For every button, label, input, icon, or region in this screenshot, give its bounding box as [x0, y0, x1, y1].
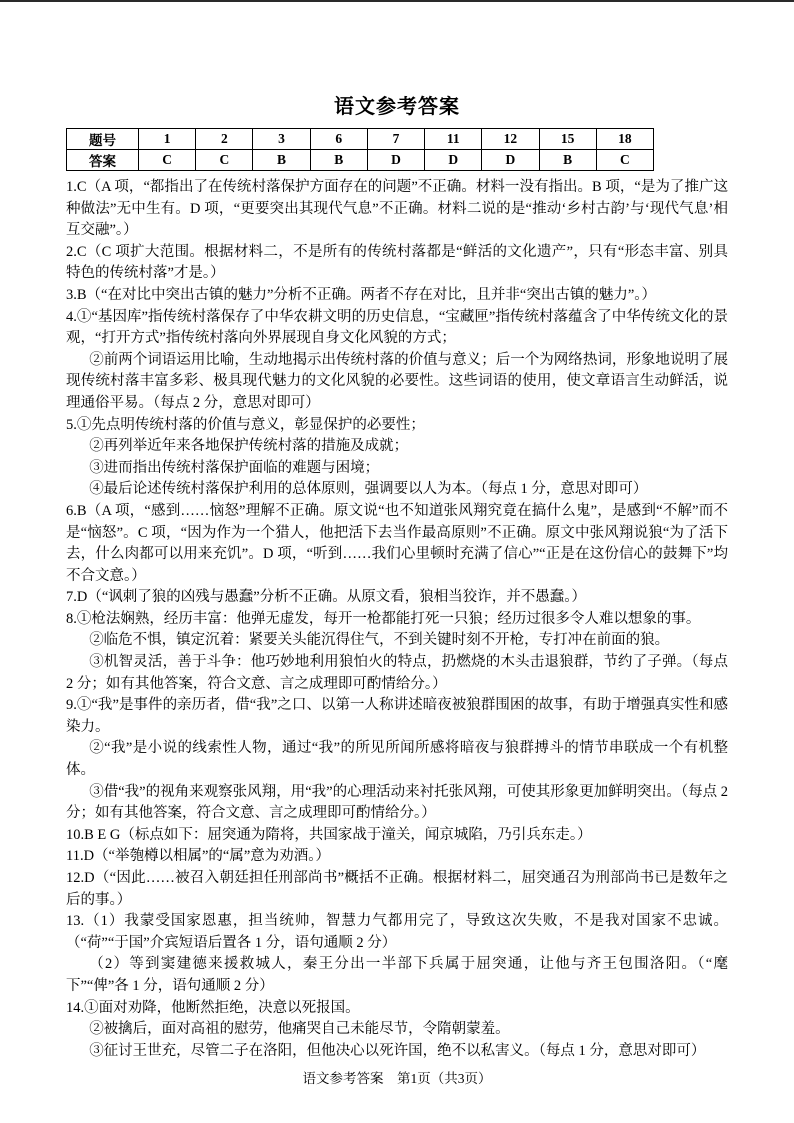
- answers-content: [66, 177, 728, 1062]
- question-number-cell: 15: [539, 129, 596, 150]
- question-number-cell: 7: [367, 129, 424, 150]
- answer-paragraph: 14.①面对劝降，他断然拒绝，决意以死报国。: [66, 999, 360, 1016]
- answer-paragraph: ②临危不惧，镇定沉着：紧要关头能沉得住气，不到关键时刻不开枪，专打冲在前面的狼。: [89, 632, 670, 649]
- answer-paragraph: 2.C（C 项扩大范围。根据材料二，不是所有的传统村落都是“鲜活的文化遗产”，只有“形态丰富、别具特色的传统村落”才是。）: [66, 243, 728, 282]
- answer-letter-cell: D: [425, 150, 482, 171]
- answer-paragraph: 6.B（A 项，“感到……恼怒”理解不正确。原文说“也不知道张风翔究竟在搞什么鬼”，是感到“不解”而不是“恼怒”。C 项，“因为作为一个猎人，他把活下去当作最高原则”不正确。原文中张风翔说狼“为了活下去，什么肉都可以用来充饥”。D 项，“听到……我们心里顿时充满了信心”“正是在这份信心的鼓舞下”均不合文意。）: [66, 502, 728, 584]
- answer-paragraph: 7.D（“讽刺了狼的凶残与愚蠢”分析不正确。从原文看，狼相当狡诈，并不愚蠢。）: [66, 589, 586, 606]
- question-number-cell: 18: [596, 129, 653, 150]
- answer-paragraph: 3.B（“在对比中突出古镇的魅力”分析不正确。两者不存在对比，且并非“突出古镇的魅力”。）: [66, 286, 657, 303]
- question-number-cell: 11: [425, 129, 482, 150]
- answer-paragraph: 8.①枪法娴熟，经历丰富：他弹无虚发，每开一枪都能打死一只狼；经历过很多令人难以想象的事。: [66, 610, 701, 627]
- answer-letter-cell: B: [253, 150, 310, 171]
- answer-letter-cell: C: [596, 150, 653, 171]
- answer-paragraph: ②前两个词语运用比喻，生动地揭示出传统村落的价值与意义；后一个为网络热词，形象地说明了展现传统村落丰富多彩、极具现代魅力的文化风貌的必要性。这些词语的使用，使文章语言生动鲜活，说理通俗平易。（每点 2 分，意思对即可）: [66, 351, 728, 411]
- answer-paragraph: 11.D（“举匏樽以相属”的“属”意为劝酒。）: [66, 848, 331, 865]
- answer-letter-row: [67, 150, 654, 171]
- answer-paragraph: ③进而指出传统村落保护面临的难题与困境；: [89, 459, 380, 476]
- answer-letter-cell: B: [310, 150, 367, 171]
- answer-letter-cell: C: [196, 150, 253, 171]
- question-number-cell: 6: [310, 129, 367, 150]
- answer-paragraph: ③征讨王世充，尽管二子在洛阳，但他决心以死许国，绝不以私害义。（每点 1 分，意思对即可）: [89, 1042, 706, 1059]
- answer-paragraph: ③机智灵活，善于斗争：他巧妙地利用狼怕火的特点，扔燃烧的木头击退狼群，节约了子弹。（每点 2 分；如有其他答案，符合文意、言之成理即可酌情给分。）: [66, 654, 728, 692]
- answer-letter-row-label: 答案: [67, 150, 139, 171]
- answer-letter-cell: D: [367, 150, 424, 171]
- answer-paragraph: （2）等到窦建德来援救城人，秦王分出一半部下兵属于屈突通，让他与齐王包围洛阳。（“麾下”“俾”各 1 分，语句通顺 2 分）: [66, 956, 728, 994]
- page-title: 语文参考答案: [334, 96, 460, 118]
- question-number-row-label: 题号: [67, 129, 139, 150]
- question-number-cell: 12: [482, 129, 539, 150]
- answer-paragraph: 13.（1）我蒙受国家恩惠，担当统帅，智慧力气都用完了，导致这次失败，不是我对国家不忠诚。（“荷”“于国”介宾短语后置各 1 分，语句通顺 2 分）: [66, 913, 728, 951]
- answer-paragraph: 12.D（“因此……被召入朝廷担任刑部尚书”概括不正确。根据材料二，屈突通召为刑部尚书已是数年之后的事。）: [66, 870, 728, 908]
- answer-paragraph: 10.B E G（标点如下：屈突通为隋将，共国家战于潼关，闻京城陷，乃引兵东走。）: [66, 826, 592, 843]
- answer-paragraph: ②被擒后，面对高祖的慰劳，他痛哭自己未能尽节，令隋朝蒙羞。: [89, 1021, 510, 1038]
- answer-paragraph: ②“我”是小说的线索性人物，通过“我”的所见所闻所感将暗夜与狼群搏斗的情节串联成一个有机整体。: [66, 740, 728, 779]
- answer-letter-cell: C: [139, 150, 196, 171]
- question-number-cell: 3: [253, 129, 310, 150]
- answer-letter-cell: D: [482, 150, 539, 171]
- question-number-row: [67, 129, 654, 150]
- page-footer: 语文参考答案 第1页（共3页）: [302, 1071, 492, 1086]
- answer-paragraph: 4.①“基因库”指传统村落保存了中华农耕文明的历史信息，“宝藏匣”指传统村落蕴含了中华传统文化的景观，“打开方式”指传统村落向外界展现自身文化风貌的方式；: [66, 308, 728, 347]
- answer-paragraph: 5.①先点明传统村落的价值与意义，彰显保护的必要性；: [66, 416, 425, 433]
- answer-table: [66, 128, 654, 171]
- answer-paragraph: 1.C（A 项，“都指出了在传统村落保护方面存在的问题”不正确。材料一没有指出。B 项，“是为了推广这种做法”无中生有。D 项，“更要突出其现代气息”不正确。材料二说的是“推动‘乡村古韵’与‘现代气息’相互交融”。）: [66, 179, 728, 239]
- answer-letter-cell: B: [539, 150, 596, 171]
- answer-paragraph: ④最后论述传统村落保护利用的总体原则，强调要以人为本。（每点 1 分，意思对即可）: [89, 481, 648, 498]
- question-number-cell: 1: [139, 129, 196, 150]
- answer-paragraph: ②再列举近年来各地保护传统村落的措施及成就；: [89, 438, 409, 455]
- answer-paragraph: 9.①“我”是事件的亲历者，借“我”之口、以第一人称讲述暗夜被狼群围困的故事，有助于增强真实性和感染力。: [66, 697, 728, 735]
- question-number-cell: 2: [196, 129, 253, 150]
- answer-paragraph: ③借“我”的视角来观察张风翔，用“我”的心理活动来衬托张风翔，可使其形象更加鲜明突出。（每点 2 分；如有其他答案，符合文意、言之成理即可酌情给分。）: [66, 783, 728, 822]
